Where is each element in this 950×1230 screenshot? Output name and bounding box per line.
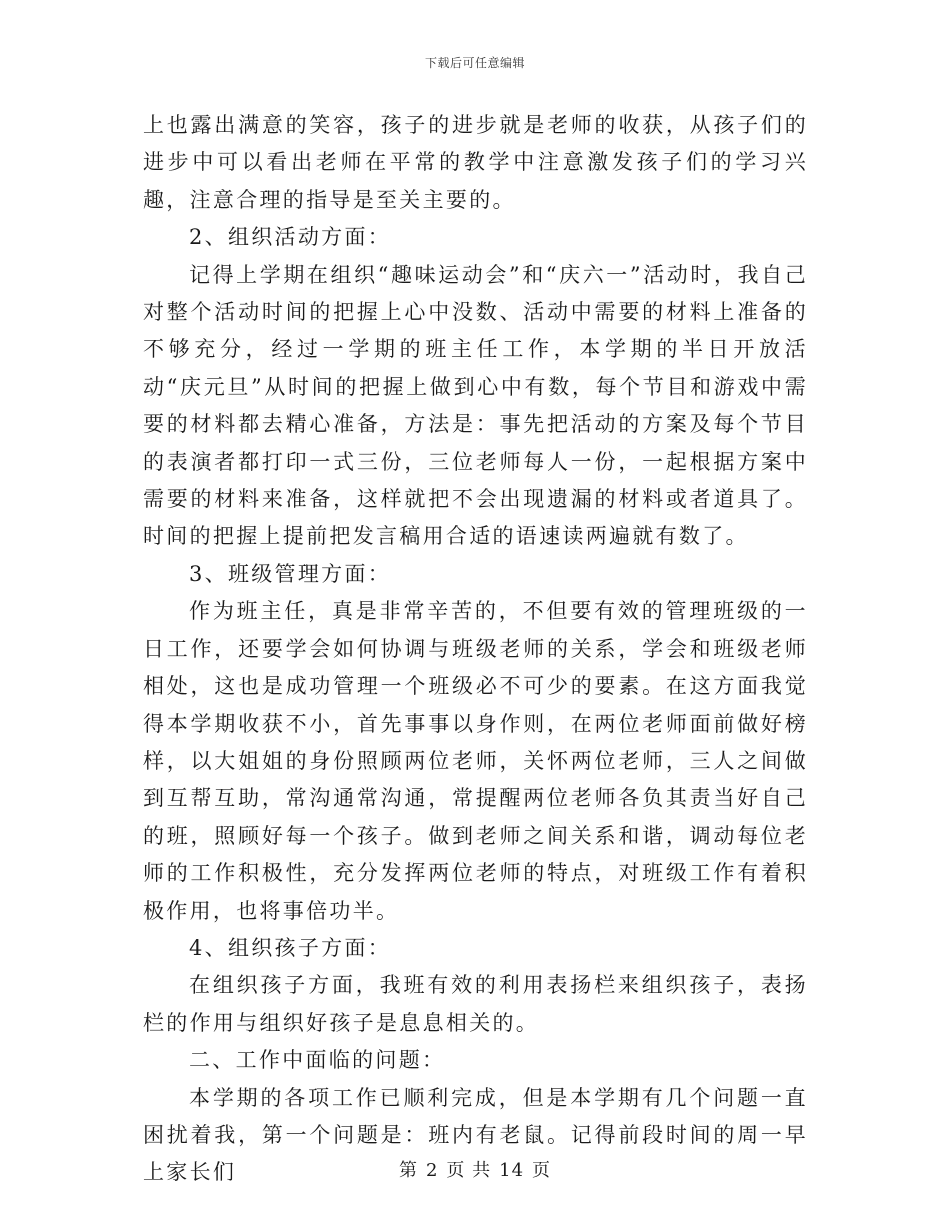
section-heading: 2、组织活动方面： — [189, 225, 392, 250]
footer-middle: 页 共 — [446, 1160, 492, 1181]
paragraph: 上也露出满意的笑容，孩子的进步就是老师的收获，从孩子们的进步中可以看出老师在平常的教学中注意激发孩子们的学习兴趣，注意合理的指导是至关主要的。 — [143, 113, 808, 212]
footer-suffix: 页 — [532, 1160, 552, 1181]
page-header: 下载后可任意编辑 — [424, 56, 525, 70]
paragraph: 记得上学期在组织“趣味运动会”和“庆六一”活动时，我自己对整个活动时间的把握上心中没数、活动中需要的材料上准备的不够充分，经过一学期的班主任工作，本学期的半日开放活动“庆元旦”从时间的把握上做到心中有数，每个节目和游戏中需要的材料都去精心准备，方法是：事先把活动的方案及每个节目的表演者都打印一式三份，三位老师每人一份，一起根据方案中需要的材料来准备，这样就把不会出现遗漏的材料或者道具了。时间的把握上提前把发言稿用合适的语速读两遍就有数了。 — [143, 262, 808, 549]
section-heading: 4、组织孩子方面： — [189, 935, 392, 960]
page-footer — [0, 1156, 950, 1182]
section-heading: 二、工作中面临的问题： — [189, 1048, 446, 1073]
paragraph: 本学期的各项工作已顺利完成，但是本学期有几个问题一直困扰着我，第一个问题是：班内有老鼠。记得前段时间的周一早上家长们 — [143, 1085, 808, 1185]
paragraph: 作为班主任，真是非常辛苦的，不但要有效的管理班级的一日工作，还要学会如何协调与班级老师的关系，学会和班级老师相处，这也是成功管理一个班级必不可少的要素。在这方面我觉得本学期收获不小，首先事事以身作则，在两位老师面前做好榜样，以大姐姐的身份照顾两位老师，关怀两位老师，三人之间做到互帮互助，常沟通常沟通，常提醒两位老师各负其责当好自己的班，照顾好每一个孩子。做到老师之间关系和谐，调动每位老师的工作积极性，充分发挥两位老师的特点，对班级工作有着积极作用，也将事倍功半。 — [143, 599, 808, 923]
document-body — [143, 107, 808, 1192]
footer-prefix: 第 — [398, 1160, 418, 1181]
section-heading: 3、班级管理方面： — [189, 561, 392, 586]
paragraph: 在组织孩子方面，我班有效的利用表扬栏来组织孩子，表扬栏的作用与组织好孩子是息息相关的。 — [143, 973, 808, 1035]
current-page-number: 2 — [425, 1160, 439, 1181]
total-page-count: 14 — [499, 1160, 525, 1181]
